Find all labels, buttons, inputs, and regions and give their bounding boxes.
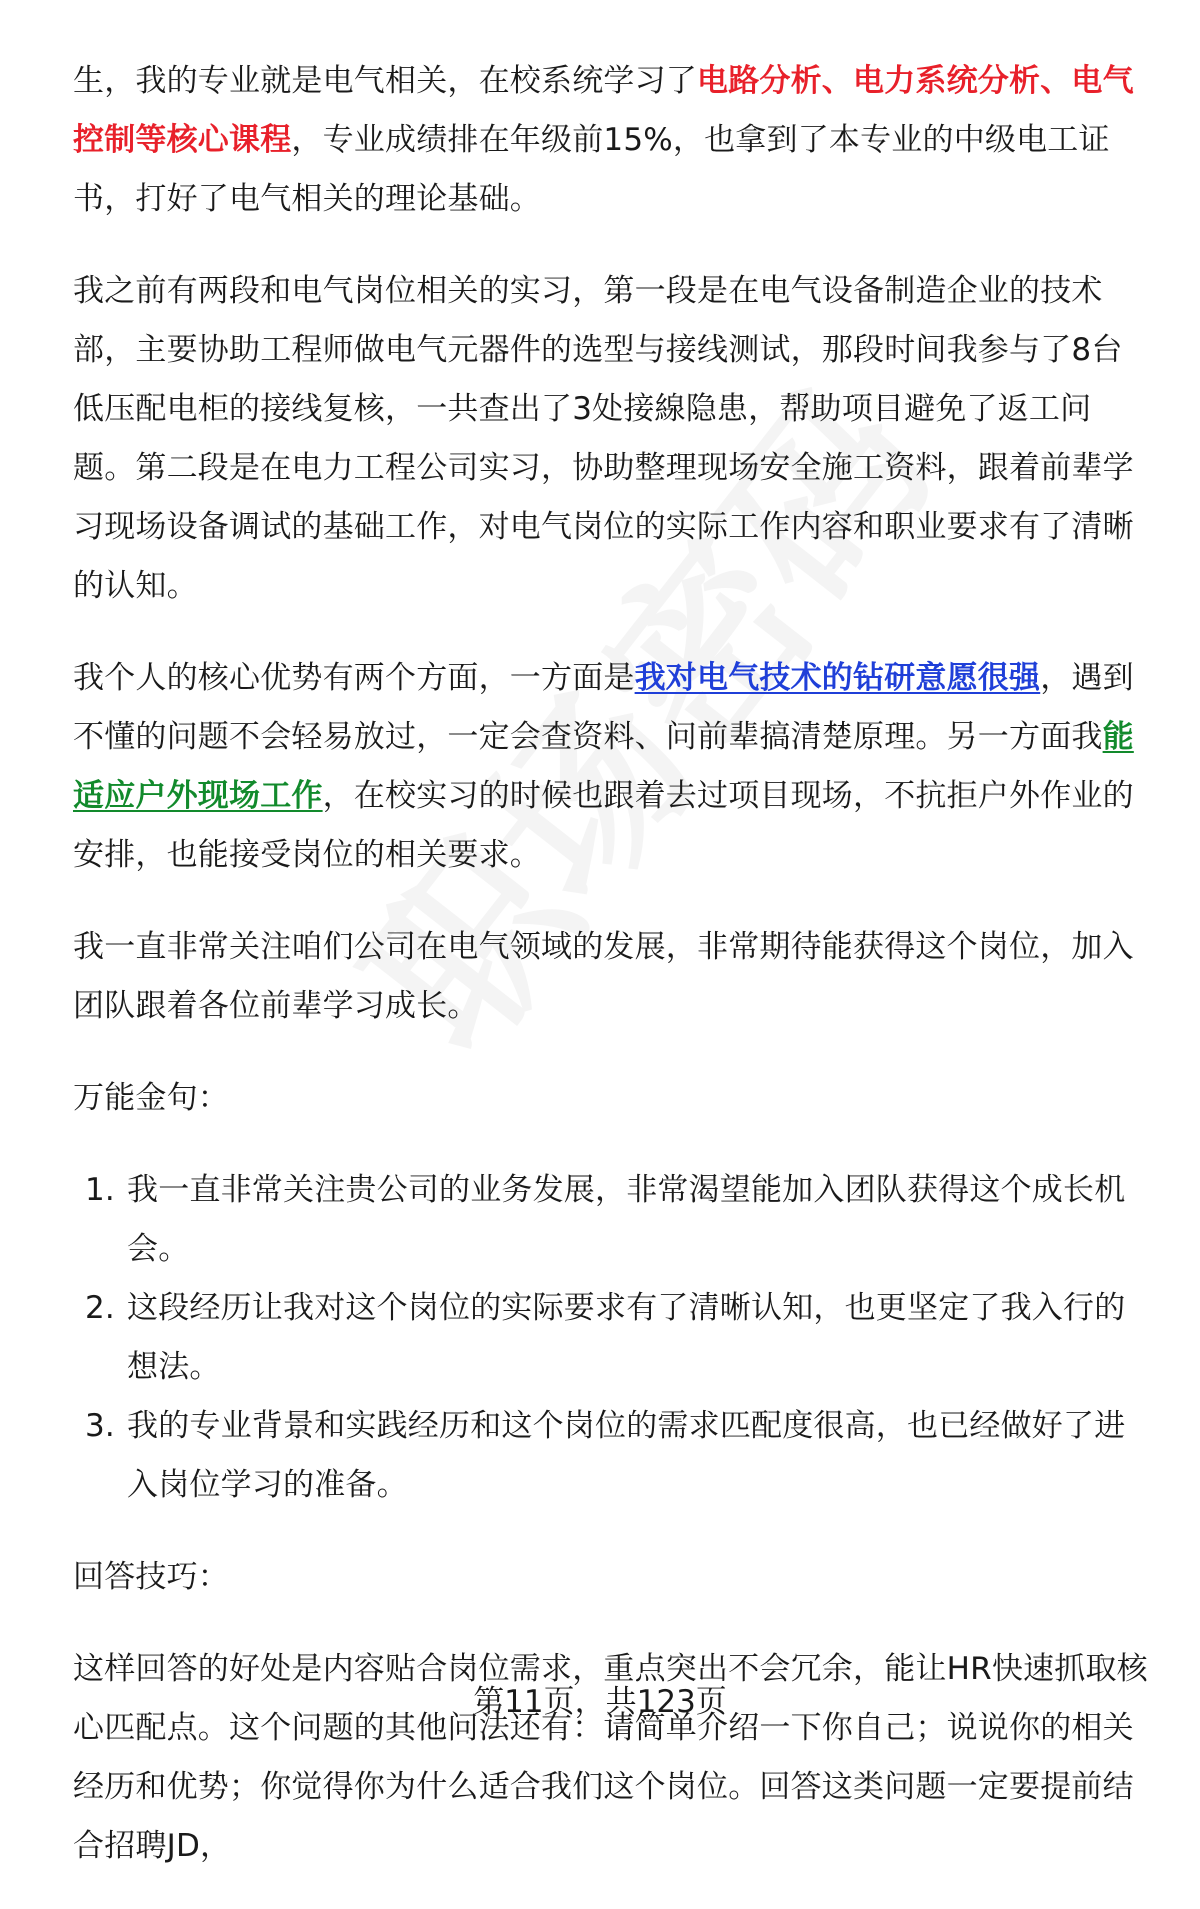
golden-sentences-heading: 万能金句： bbox=[73, 1080, 229, 1116]
list-item-text: 我的专业背景和实践经历和这个岗位的需求匹配度很高，也已经做好了进入岗位学习的准备。 bbox=[127, 1408, 1126, 1503]
paragraph-text: 生，我的专业就是电气相关，在校系统学习了 bbox=[73, 63, 697, 99]
list-item-text: 我一直非常关注贵公司的业务发展，非常渴望能加入团队获得这个成长机会。 bbox=[127, 1172, 1126, 1267]
highlight-courses: 电路分析、电力系统分析、电气控制等核心课程 bbox=[73, 63, 1134, 158]
paragraph-internships: 我之前有两段和电气岗位相关的实习，第一段是在电气设备制造企业的技术部，主要协助工程师做电气元器件的选型与接线测试，那段时间我参与了8台低压配电柜的接线复核，一共查出了3处接線隐患，帮助项目避免了返工问题。第二段是在电力工程公司实习，协助整理现场安全施工资料，跟着前辈学习现场设备调试的基础工作，对电气岗位的实际工作内容和职业要求有了清晰的认知。 bbox=[73, 273, 1134, 604]
paragraph-education bbox=[73, 52, 1153, 229]
answer-tips-heading: 回答技巧： bbox=[73, 1559, 229, 1595]
paragraph-text: ，遇到不懂的问题不会轻易放过，一定会查资料、问前辈搞清楚原理。另一方面我 bbox=[73, 660, 1134, 755]
golden-sentences-list bbox=[73, 1161, 1153, 1515]
page-number-footer: 第11页，共123页 bbox=[473, 1684, 727, 1720]
list-number: 2. bbox=[85, 1290, 115, 1326]
list-item-text: 这段经历让我对这个岗位的实际要求有了清晰认知，也更坚定了我入行的想法。 bbox=[127, 1290, 1126, 1385]
paragraph-closing: 我一直非常关注咱们公司在电气领域的发展，非常期待能获得这个岗位，加入团队跟着各位前辈学习成长。 bbox=[73, 929, 1134, 1024]
paragraph-text: ，在校实习的时候也跟着去过项目现场，不抗拒户外作业的安排，也能接受岗位的相关要求。 bbox=[73, 778, 1134, 873]
highlight-research-willingness: 我对电气技术的钻研意愿很强 bbox=[634, 660, 1041, 696]
paragraph-strengths bbox=[73, 649, 1153, 885]
list-item bbox=[73, 1161, 1153, 1279]
paragraph-text: 我个人的核心优势有两个方面，一方面是 bbox=[73, 660, 635, 696]
list-number: 3. bbox=[85, 1408, 115, 1444]
list-item bbox=[73, 1279, 1153, 1397]
list-item bbox=[73, 1397, 1153, 1515]
paragraph-text: ，专业成绩排在年级前15%，也拿到了本专业的中级电工证书，打好了电气相关的理论基础。 bbox=[73, 122, 1110, 217]
list-number: 1. bbox=[85, 1172, 115, 1208]
answer-tips-text: 这样回答的好处是内容贴合岗位需求，重点突出不会冗余，能让HR快速抓取核心匹配点。这个问题的其他问法还有：请简单介绍一下你自己；说说你的相关经历和优势；你觉得你为什么适合我们这个岗位。回答这类问题一定要提前结合招聘JD， bbox=[73, 1651, 1148, 1864]
document-body bbox=[73, 52, 1153, 1909]
highlight-outdoor-work: 能适应户外现场工作 bbox=[73, 719, 1134, 814]
